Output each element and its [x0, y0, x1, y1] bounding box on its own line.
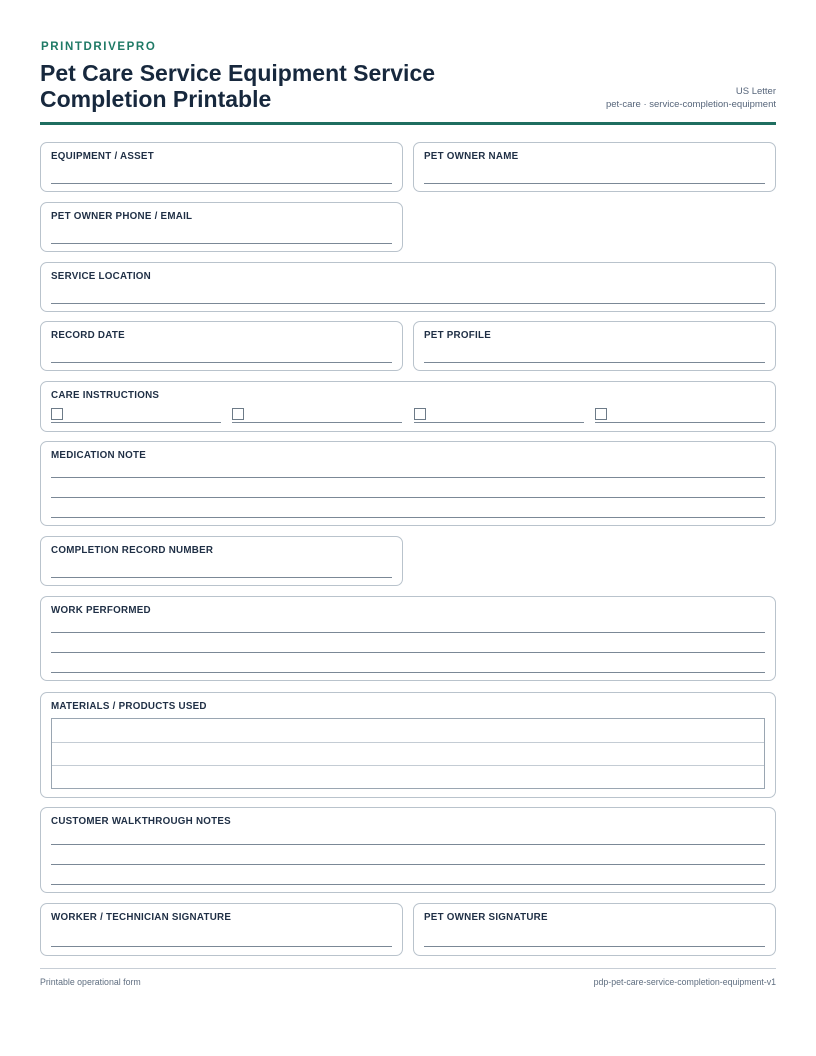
pet-owner-name-label: PET OWNER NAME — [424, 151, 519, 162]
write-line[interactable] — [51, 243, 392, 244]
checkbox[interactable] — [51, 408, 63, 420]
paper-size: US Letter — [735, 86, 776, 97]
service-location-label: SERVICE LOCATION — [51, 271, 151, 282]
brand-name: PRINTDRIVEPRO — [41, 41, 157, 53]
write-line[interactable] — [424, 183, 765, 184]
write-line[interactable] — [51, 844, 765, 845]
write-line[interactable] — [51, 672, 765, 673]
write-line[interactable] — [51, 632, 765, 633]
equipment-asset-label: EQUIPMENT / ASSET — [51, 151, 154, 162]
write-line[interactable] — [51, 303, 765, 304]
checkbox[interactable] — [232, 408, 244, 420]
write-line[interactable] — [51, 517, 765, 518]
care-instruction-option-1[interactable] — [51, 407, 221, 423]
service-location-field[interactable] — [40, 262, 776, 312]
write-line[interactable] — [232, 422, 402, 423]
medication-note-label: MEDICATION NOTE — [51, 450, 147, 461]
write-line[interactable] — [51, 652, 765, 653]
owner-signature-field[interactable] — [413, 903, 776, 956]
care-instruction-option-3[interactable] — [414, 407, 584, 423]
materials-used-label: MATERIALS / PRODUCTS USED — [51, 701, 207, 712]
write-line[interactable] — [51, 422, 221, 423]
materials-used-field — [40, 692, 776, 798]
walkthrough-notes-field[interactable] — [40, 807, 776, 893]
checkbox[interactable] — [414, 408, 426, 420]
write-line[interactable] — [51, 577, 392, 578]
pet-owner-contact-field[interactable] — [40, 202, 403, 252]
work-performed-field[interactable] — [40, 596, 776, 681]
completion-record-number-label: COMPLETION RECORD NUMBER — [51, 545, 214, 556]
write-line[interactable] — [51, 477, 765, 478]
work-performed-label: WORK PERFORMED — [51, 605, 151, 616]
table-row[interactable] — [52, 765, 764, 766]
checkbox[interactable] — [595, 408, 607, 420]
table-row[interactable] — [52, 742, 764, 743]
pet-profile-label: PET PROFILE — [424, 330, 491, 341]
signature-line[interactable] — [424, 946, 765, 947]
pet-owner-name-field[interactable] — [413, 142, 776, 192]
completion-record-number-field[interactable] — [40, 536, 403, 586]
care-instruction-option-2[interactable] — [232, 407, 402, 423]
pet-profile-field[interactable] — [413, 321, 776, 371]
care-instructions-label: CARE INSTRUCTIONS — [51, 390, 160, 401]
care-instructions-field — [40, 381, 776, 432]
write-line[interactable] — [51, 362, 392, 363]
equipment-asset-field[interactable] — [40, 142, 403, 192]
record-date-field[interactable] — [40, 321, 403, 371]
document-meta — [606, 85, 776, 111]
write-line[interactable] — [51, 864, 765, 865]
write-line[interactable] — [51, 497, 765, 498]
pet-owner-contact-label: PET OWNER PHONE / EMAIL — [51, 211, 193, 222]
materials-table — [51, 718, 765, 789]
write-line[interactable] — [414, 422, 584, 423]
write-line[interactable] — [424, 362, 765, 363]
technician-signature-label: WORKER / TECHNICIAN SIGNATURE — [51, 912, 232, 923]
care-instruction-option-4[interactable] — [595, 407, 765, 423]
form-slug: pet-care · service-completion-equipment — [605, 99, 776, 110]
footer-left-text: Printable operational form — [40, 977, 141, 987]
footer-rule — [40, 968, 776, 969]
header-rule — [40, 122, 776, 125]
write-line[interactable] — [595, 422, 765, 423]
technician-signature-field[interactable] — [40, 903, 403, 956]
write-line[interactable] — [51, 884, 765, 885]
page-title: Pet Care Service Equipment Service Completion Printable — [40, 60, 436, 112]
walkthrough-notes-label: CUSTOMER WALKTHROUGH NOTES — [51, 816, 231, 827]
write-line[interactable] — [51, 183, 392, 184]
signature-line[interactable] — [51, 946, 392, 947]
record-date-label: RECORD DATE — [51, 330, 125, 341]
owner-signature-label: PET OWNER SIGNATURE — [424, 912, 548, 923]
medication-note-field[interactable] — [40, 441, 776, 526]
footer-form-id: pdp-pet-care-service-completion-equipment-v1 — [593, 977, 776, 987]
